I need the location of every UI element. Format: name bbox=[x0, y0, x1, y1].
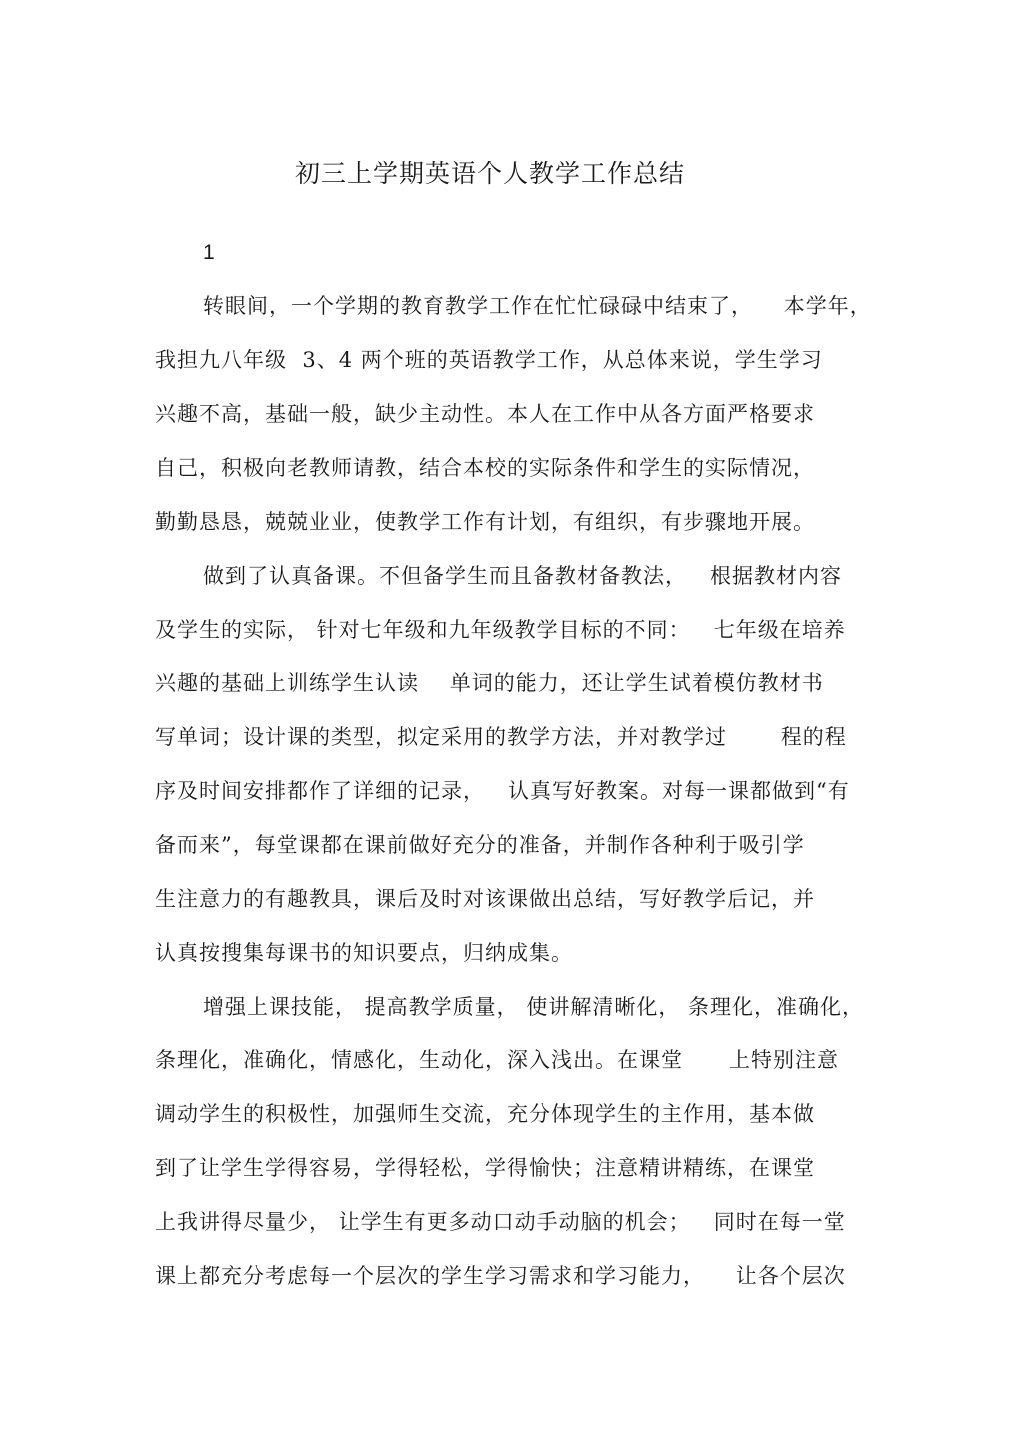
section-number: 1 bbox=[203, 241, 215, 264]
body-line: 到了让学生学得容易，学得轻松，学得愉快；注意精讲精练，在课堂 bbox=[155, 1156, 815, 1180]
body-line: 上我讲得尽量少， 让学生有更多动口动手动脑的机会； 同时在每一堂 bbox=[155, 1210, 846, 1234]
body-line: 转眼间，一个学期的教育教学工作在忙忙碌碌中结束了， 本学年， bbox=[203, 294, 872, 318]
body-line: 自己，积极向老教师请教，结合本校的实际条件和学生的实际情况， bbox=[155, 456, 815, 480]
body-line: 调动学生的积极性，加强师生交流，充分体现学生的主作用，基本做 bbox=[155, 1102, 815, 1126]
body-line: 增强上课技能， 提高教学质量， 使讲解清晰化， 条理化，准确化， bbox=[203, 995, 865, 1019]
body-line: 我担九八年级 3、4 两个班的英语教学工作，从总体来说，学生学习 bbox=[155, 348, 823, 372]
body-line: 认真按搜集每课书的知识要点，归纳成集。 bbox=[155, 941, 573, 965]
body-line: 条理化，准确化，情感化，生动化，深入浅出。在课堂 上特别注意 bbox=[155, 1048, 840, 1072]
body-line: 写单词；设计课的类型，拟定采用的教学方法，并对教学过 程的程 bbox=[155, 725, 847, 749]
body-line: 做到了认真备课。不但备学生而且备教材备教法， 根据教材内容 bbox=[203, 564, 843, 588]
body-line: 序及时间安排都作了详细的记录， 认真写好教案。对每一课都做到“有 bbox=[155, 779, 850, 803]
document-title: 初三上学期英语个人教学工作总结 bbox=[294, 159, 685, 188]
body-line: 及学生的实际， 针对七年级和九年级教学目标的不同： 七年级在培养 bbox=[155, 618, 846, 642]
body-line: 生注意力的有趣教具，课后及时对该课做出总结，写好教学后记，并 bbox=[155, 887, 815, 911]
body-line: 兴趣的基础上训练学生认读 单词的能力，还让学生试着模仿教材书 bbox=[155, 671, 824, 695]
body-line: 兴趣不高，基础一般，缺少主动性。本人在工作中从各方面严格要求 bbox=[155, 402, 815, 426]
body-line: 课上都充分考虑每一个层次的学生学习需求和学习能力， 让各个层次 bbox=[155, 1264, 846, 1288]
body-line: 备而来”，每堂课都在课前做好充分的准备，并制作各种利于吸引学 bbox=[155, 833, 805, 857]
body-line: 勤勤恳恳，兢兢业业，使教学工作有计划，有组织，有步骤地开展。 bbox=[155, 510, 815, 534]
